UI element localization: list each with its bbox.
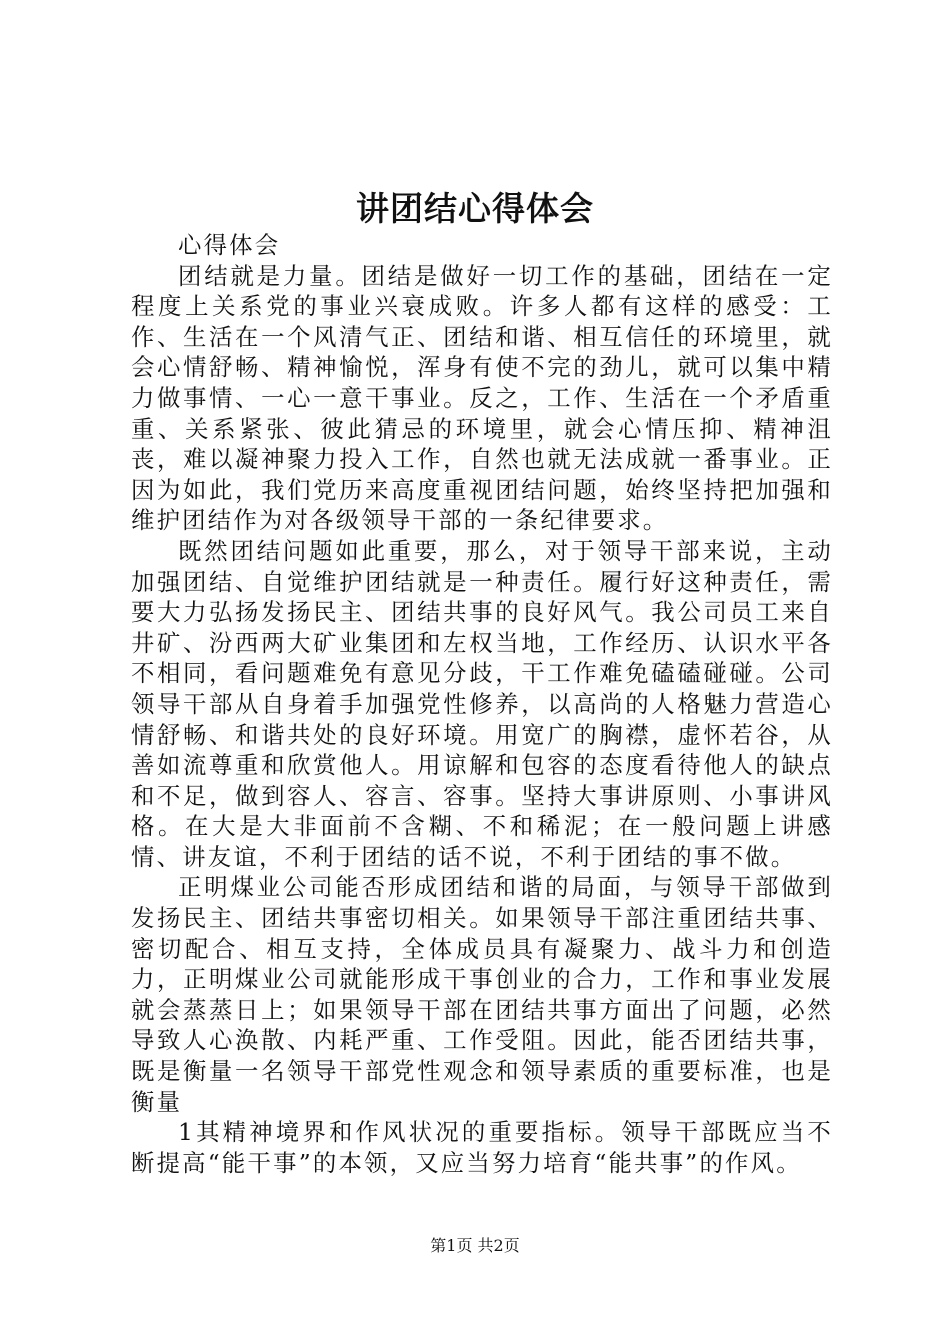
- document-body: [131, 230, 833, 1178]
- paragraph-1: 团结就是力量。团结是做好一切工作的基础，团结在一定程度上关系党的事业兴衰成败。许多人都有这样的感受：工作、生活在一个风清气正、团结和谐、相互信任的环境里，就会心情舒畅、精神愉悦，浑身有使不完的劲儿，就可以集中精力做事情、一心一意干事业。反之，工作、生活在一个矛盾重重、关系紧张、彼此猜忌的环境里，就会心情压抑、精神沮丧，难以凝神聚力投入工作，自然也就无法成就一番事业。正因为如此，我们党历来高度重视团结问题，始终坚持把加强和维护团结作为对各级领导干部的一条纪律要求。: [131, 261, 833, 535]
- paragraph-3: 正明煤业公司能否形成团结和谐的局面，与领导干部做到发扬民主、团结共事密切相关。如果领导干部注重团结共事、密切配合、相互支持，全体成员具有凝聚力、战斗力和创造力，正明煤业公司就能形成干事创业的合力，工作和事业发展就会蒸蒸日上；如果领导干部在团结共事方面出了问题，必然导致人心涣散、内耗严重、工作受阻。因此，能否团结共事，既是衡量一名领导干部党性观念和领导素质的重要标准，也是衡量: [131, 873, 833, 1116]
- document-subtitle: 心得体会: [178, 231, 281, 259]
- paragraph-4: 1其精神境界和作风状况的重要指标。领导干部既应当不断提高“能干事”的本领，又应当努力培育“能共事”的作风。: [131, 1118, 833, 1177]
- document-title: 讲团结心得体会: [356, 189, 594, 228]
- paragraph-2: 既然团结问题如此重要，那么，对于领导干部来说，主动加强团结、自觉维护团结就是一种责任。履行好这种责任，需要大力弘扬发扬民主、团结共事的良好风气。我公司员工来自井矿、汾西两大矿业集团和左权当地，工作经历、认识水平各不相同，看问题难免有意见分歧，干工作难免磕磕碰碰。公司领导干部从自身着手加强党性修养，以高尚的人格魅力营造心情舒畅、和谐共处的良好环境。用宽广的胸襟，虚怀若谷，从善如流尊重和欣赏他人。用谅解和包容的态度看待他人的缺点和不足，做到容人、容言、容事。坚持大事讲原则、小事讲风格。在大是大非面前不含糊、不和稀泥；在一般问题上讲感情、讲友谊，不利于团结的话不说，不利于团结的事不做。: [131, 536, 833, 871]
- page-footer: 第1页 共2页: [430, 1236, 520, 1255]
